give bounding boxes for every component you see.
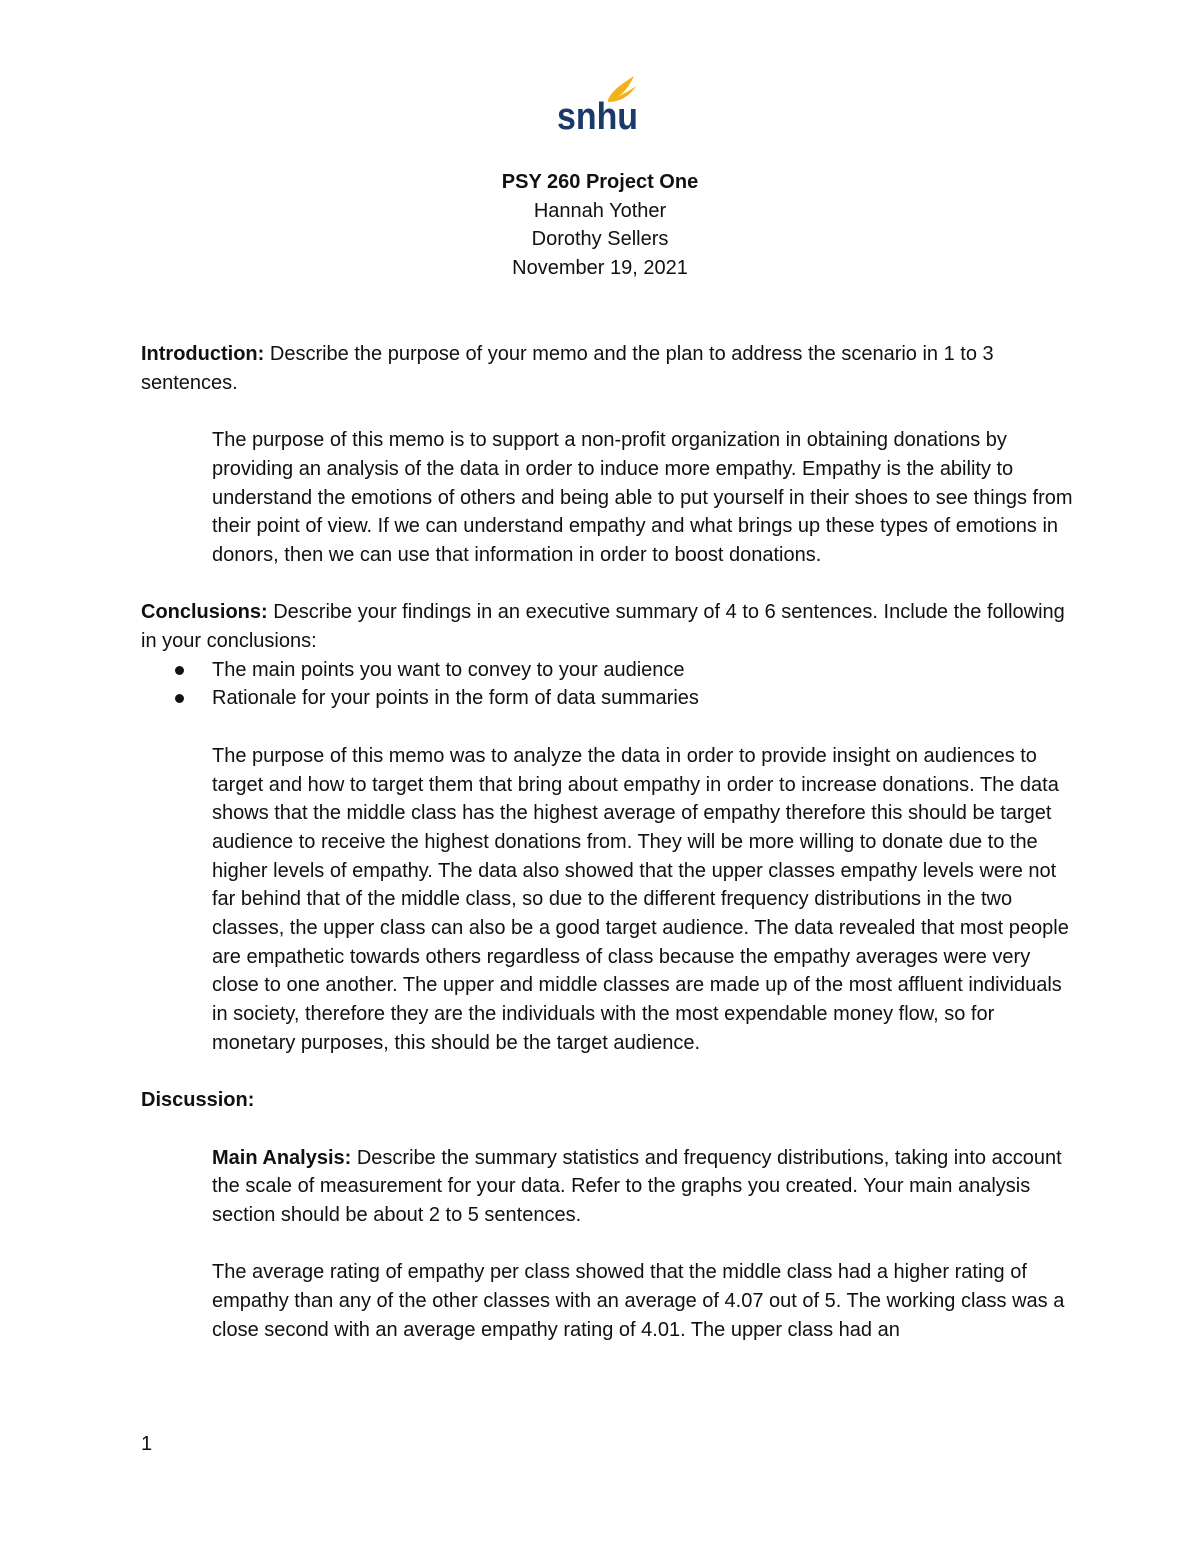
document-body xyxy=(141,340,1081,1345)
conclusions-section xyxy=(141,598,1081,1057)
introduction-prompt xyxy=(141,340,1081,397)
main-analysis-prompt xyxy=(141,1144,1081,1230)
document-header xyxy=(0,168,1200,283)
document-date: November 19, 2021 xyxy=(512,257,688,280)
discussion-heading xyxy=(141,1086,1081,1115)
conclusions-label: Conclusions: xyxy=(141,601,268,624)
logo-wordmark: snhu xyxy=(557,96,638,134)
author-name: Hannah Yother xyxy=(533,199,667,222)
bullet-icon xyxy=(175,694,184,703)
conclusions-bullet-list xyxy=(141,656,1081,713)
bullet-text: The main points you want to convey to your audience xyxy=(212,658,685,681)
bullet-text: Rationale for your points in the form of data summaries xyxy=(212,687,699,710)
instructor-name: Dorothy Sellers xyxy=(531,228,669,251)
conclusions-response: The purpose of this memo was to analyze the data in order to provide insight on audiences to target and how to target them that bring about empathy in order to increase donations. The data shows that the middle class has the highest average of empathy therefore this should be target audience to receive the highest donations from. They will be more willing to donate due to the higher levels of empathy. The data also showed that the upper classes empathy levels were not far behind that of the middle class, so due to the different frequency distributions in the two classes, the upper class can also be a good target audience. The data revealed that most people are empathetic towards others regardless of class because the empathy averages were very close to one another. The upper and middle classes are made up of the most affluent individuals in society, therefore they are the individuals with the most expendable money flow, so for monetary purposes, this should be the target audience. xyxy=(212,744,1069,1054)
introduction-label: Introduction: xyxy=(141,343,265,365)
page-number: 1 xyxy=(141,1433,153,1455)
introduction-section xyxy=(141,340,1081,570)
main-analysis-response: The average rating of empathy per class showed that the middle class had a higher rating of empathy than any of the other classes with an average of 4.07 out of 5. The working class was a close second with an average empathy rating of 4.01. The upper class had an xyxy=(212,1261,1065,1341)
list-item xyxy=(141,656,1081,685)
discussion-label: Discussion: xyxy=(141,1089,255,1112)
snhu-logo xyxy=(556,74,640,134)
conclusions-prompt-text: Describe your findings in an executive summary of 4 to 6 sentences. Include the following in your conclusions: xyxy=(141,601,1065,652)
main-analysis-prompt-text: Describe the summary statistics and frequency distributions, taking into account the scale of measurement for your data. Refer to the graphs you created. Your main analysis section should be about 2 to 5 sentences. xyxy=(212,1146,1062,1227)
conclusions-prompt xyxy=(141,598,1081,655)
introduction-response: The purpose of this memo is to support a non-profit organization in obtaining donations by providing an analysis of the data in order to induce more empathy. Empathy is the ability to understand the emotions of others and being able to put yourself in their shoes to see things from their point of view. If we can understand empathy and what brings up these types of emotions in donors, then we can use that information in order to boost donations. xyxy=(212,429,1073,566)
discussion-section xyxy=(141,1086,1081,1344)
list-item xyxy=(141,684,1081,713)
introduction-prompt-text: Describe the purpose of your memo and the plan to address the scenario in 1 to 3 sentences. xyxy=(141,343,994,394)
main-analysis-label: Main Analysis: xyxy=(212,1146,352,1169)
document-title: PSY 260 Project One xyxy=(501,171,699,193)
bullet-icon xyxy=(175,666,184,675)
